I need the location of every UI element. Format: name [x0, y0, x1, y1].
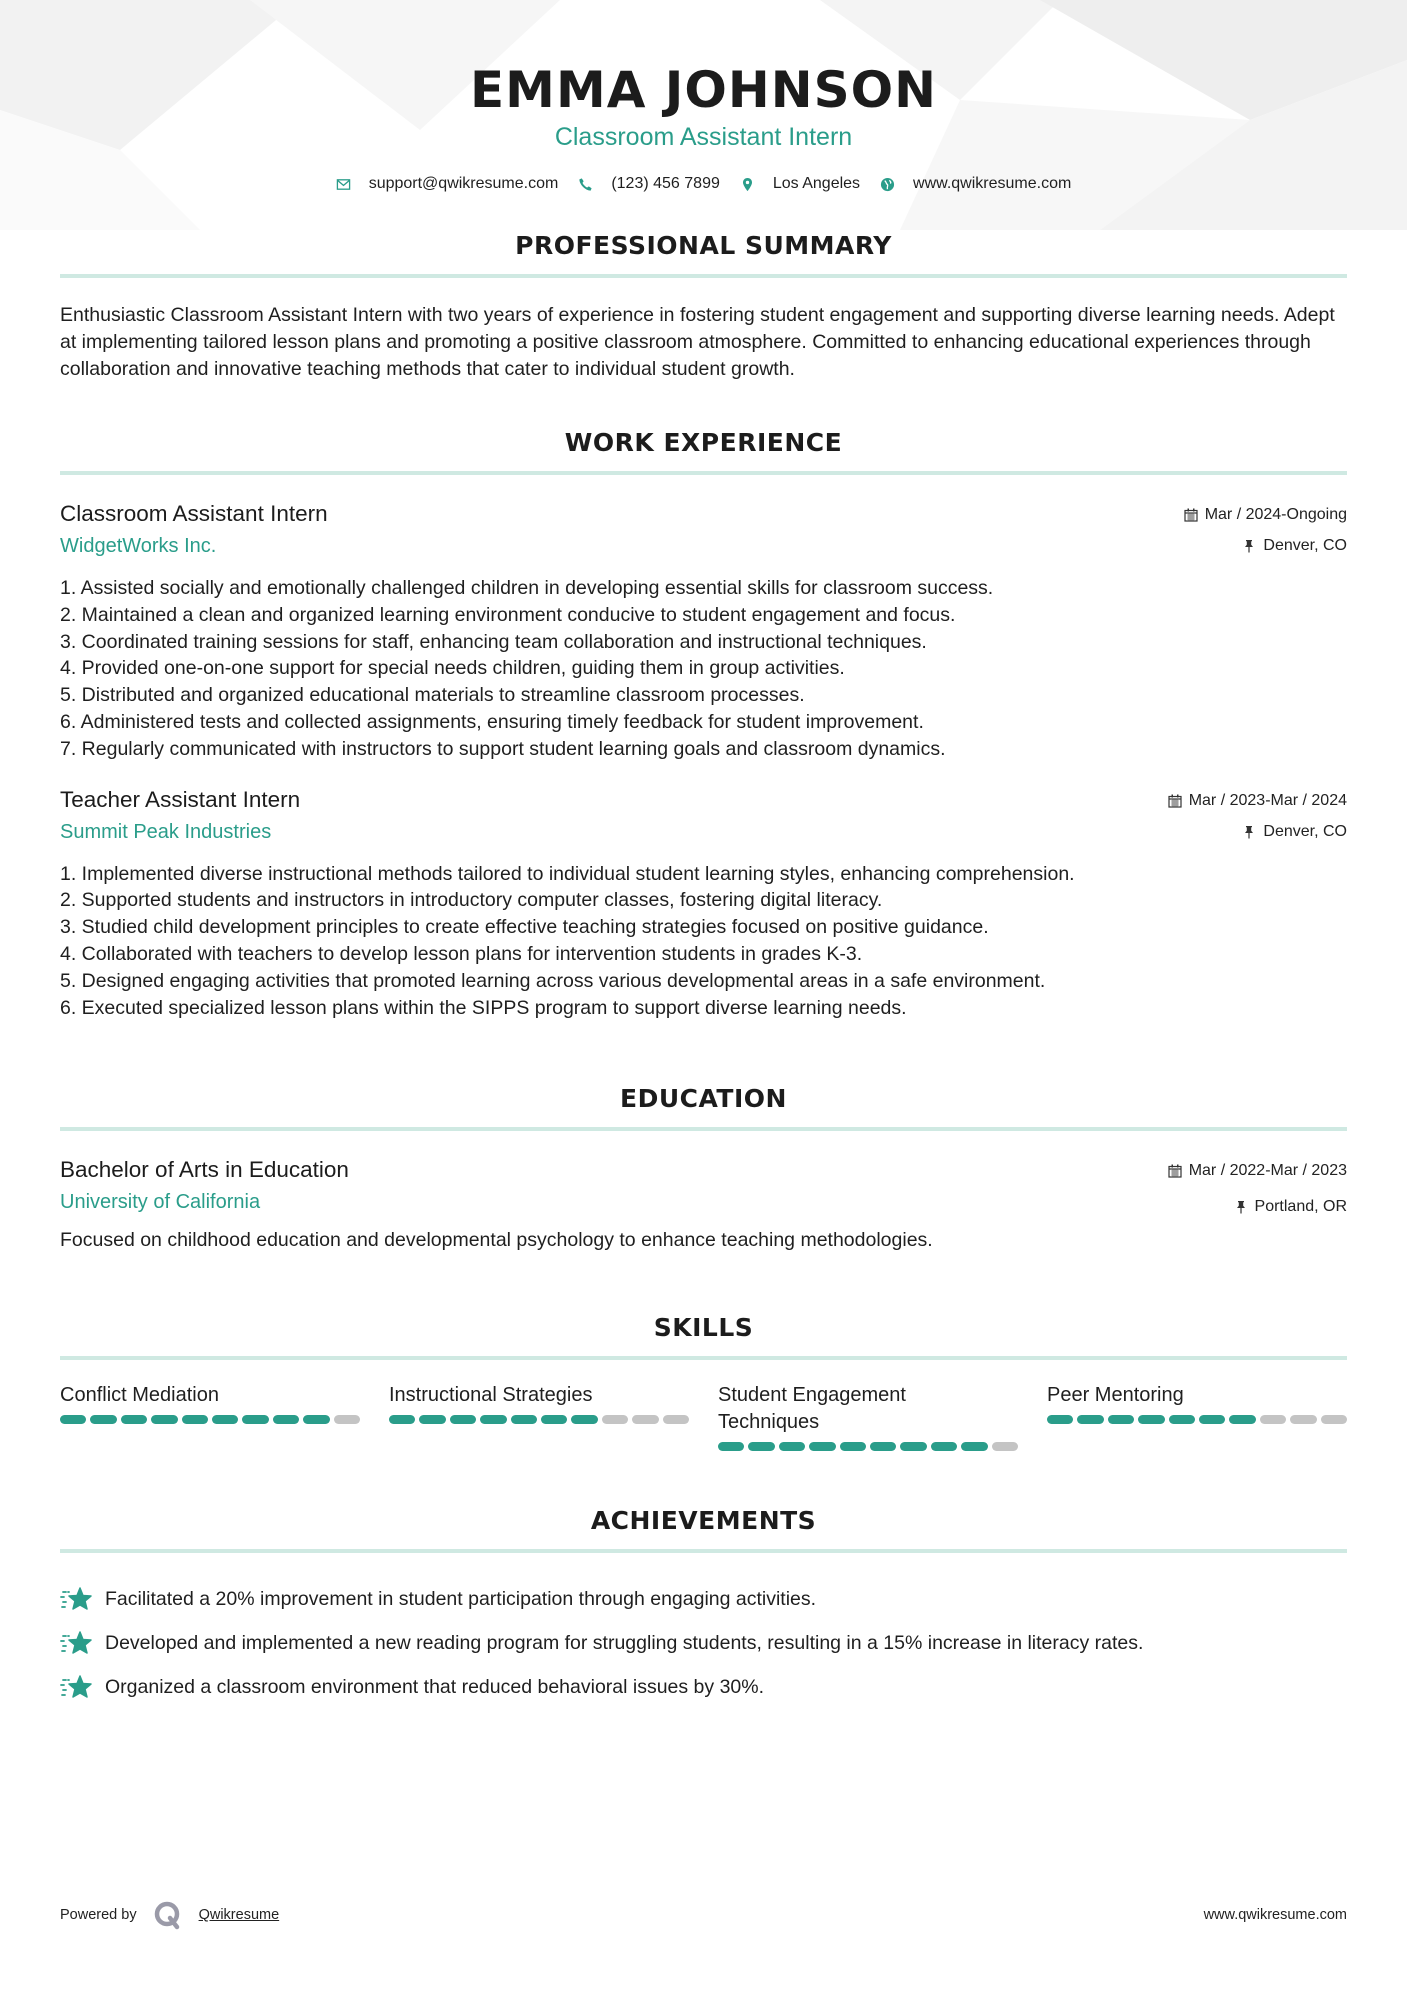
skill-segment-filled — [809, 1442, 835, 1451]
education-entry — [60, 1155, 1347, 1254]
section-divider — [60, 1356, 1347, 1360]
pushpin-icon — [1242, 825, 1256, 839]
skill-segment-filled — [1077, 1415, 1103, 1424]
section-divider — [60, 1549, 1347, 1553]
bullet-item: 7. Regularly communicated with instructors to support student learning goals and classroom dynamics. — [60, 737, 946, 760]
skill-segment-filled — [511, 1415, 537, 1424]
candidate-name: EMMA JOHNSON — [470, 61, 937, 119]
skill-segment-empty — [992, 1442, 1018, 1451]
bullet-item: 2. Supported students and instructors in introductory computer classes, fostering digital literacy. — [60, 889, 883, 912]
skill-segment-filled — [90, 1415, 116, 1424]
skill-segment-filled — [961, 1442, 987, 1451]
contact-email[interactable] — [336, 175, 559, 193]
qwikresume-link[interactable]: Qwikresume — [198, 1907, 280, 1923]
skill-segment-filled — [212, 1415, 238, 1424]
job-role: Classroom Assistant Intern — [60, 501, 328, 526]
achievement-item — [60, 1577, 1347, 1621]
bullet-item: 4. Provided one-on-one support for special needs children, guiding them in group activities. — [60, 657, 845, 680]
bullet-item: 3. Coordinated training sessions for staff, enhancing team collaboration and instructional techniques. — [60, 630, 927, 653]
website-text: www.qwikresume.com — [913, 175, 1072, 192]
shooting-star-icon — [60, 1586, 92, 1612]
job-date: Mar / 2023-Mar / 2024 — [1188, 791, 1347, 809]
skill-item — [60, 1382, 360, 1451]
section-divider — [60, 471, 1347, 475]
section-heading-experience: WORK EXPERIENCE — [564, 428, 843, 457]
job-company: Summit Peak Industries — [60, 820, 272, 843]
location-text: Los Angeles — [772, 175, 861, 192]
calendar-icon — [1168, 794, 1182, 808]
job-entry — [60, 785, 1347, 1022]
skill-segment-filled — [182, 1415, 208, 1424]
skill-name: Instructional Strategies — [389, 1384, 593, 1407]
education-date: Mar / 2022-Mar / 2023 — [1188, 1162, 1347, 1180]
skill-segment-filled — [419, 1415, 445, 1424]
section-divider — [60, 1127, 1347, 1131]
skill-segment-filled — [303, 1415, 329, 1424]
education-description: Focused on childhood education and developmental psychology to enhance teaching methodologies. — [60, 1229, 933, 1252]
skill-name: Conflict Mediation — [60, 1384, 219, 1407]
job-bullets — [60, 575, 1347, 763]
skill-segment-empty — [1260, 1415, 1286, 1424]
experience-section — [60, 427, 1347, 1021]
skill-segment-filled — [1169, 1415, 1195, 1424]
bullet-item: 1. Implemented diverse instructional methods tailored to individual student learning styles, enhancing comprehension. — [60, 862, 1075, 885]
pushpin-icon — [1234, 1200, 1248, 1214]
skill-segment-filled — [840, 1442, 866, 1451]
school: University of California — [60, 1191, 261, 1214]
skill-segment-filled — [1199, 1415, 1225, 1424]
skill-item — [389, 1382, 689, 1451]
skill-segment-empty — [1290, 1415, 1316, 1424]
achievement-item — [60, 1665, 1347, 1709]
skill-segment-filled — [151, 1415, 177, 1424]
skill-segment-filled — [450, 1415, 476, 1424]
bullet-item: 1. Assisted socially and emotionally challenged children in developing essential skills for classroom success. — [60, 577, 994, 599]
section-heading-skills: SKILLS — [653, 1313, 754, 1343]
job-location: Denver, CO — [1263, 537, 1347, 554]
skill-segment-filled — [748, 1442, 774, 1451]
education-section — [60, 1083, 1347, 1254]
job-location: Denver, CO — [1263, 822, 1347, 840]
section-heading-summary: PROFESSIONAL SUMMARY — [515, 231, 892, 260]
summary-text: Enthusiastic Classroom Assistant Intern with two years of experience in fostering student engagement and supporting diverse learning needs. Adept at implementing tailored lesson plans and promoting a positive classroom atmosphere. Committed to enhancing educational experiences through collaboration and innovative teaching methods that cater to individual student growth. — [60, 304, 1335, 380]
section-heading-achievements: ACHIEVEMENTS — [590, 1506, 817, 1536]
bullet-item: 5. Distributed and organized educational materials to streamline classroom processes. — [60, 684, 805, 707]
shooting-star-icon — [60, 1630, 92, 1656]
achievements-list — [60, 1577, 1347, 1709]
contact-website[interactable] — [880, 175, 1071, 193]
job-bullets — [60, 861, 1347, 1022]
globe-icon — [880, 177, 895, 192]
skill-segment-filled — [480, 1415, 506, 1424]
skill-segment-filled — [242, 1415, 268, 1424]
map-pin-icon — [740, 177, 755, 192]
contact-bar — [60, 172, 1347, 196]
envelope-icon — [336, 177, 351, 192]
skill-segment-empty — [1321, 1415, 1347, 1424]
skill-level-bar — [718, 1442, 1018, 1451]
skill-segment-filled — [1047, 1415, 1073, 1424]
bullet-item: 2. Maintained a clean and organized learning environment conducive to student engagement and focus. — [60, 603, 956, 626]
achievement-text: Developed and implemented a new reading program for struggling students, resulting in a 15% increase in literacy rates. — [105, 1631, 1144, 1654]
footer-website[interactable]: www.qwikresume.com — [1203, 1907, 1347, 1923]
bullet-item: 4. Collaborated with teachers to develop lesson plans for intervention students in grades K-3. — [60, 942, 863, 965]
achievements-section — [60, 1505, 1347, 1709]
job-entry — [60, 499, 1347, 763]
skill-segment-filled — [1138, 1415, 1164, 1424]
bullet-item: 5. Designed engaging activities that promoted learning across various developmental areas in a safe environment. — [60, 969, 1046, 992]
pushpin-icon — [1242, 539, 1256, 553]
bullet-item: 6. Administered tests and collected assignments, ensuring timely feedback for student improvement. — [60, 710, 924, 733]
skill-segment-empty — [663, 1415, 689, 1424]
achievement-text: Facilitated a 20% improvement in student participation through engaging activities. — [105, 1587, 817, 1610]
skills-grid — [60, 1382, 1347, 1451]
contact-phone[interactable] — [578, 175, 720, 193]
degree: Bachelor of Arts in Education — [60, 1157, 349, 1183]
section-heading-education: EDUCATION — [620, 1084, 787, 1114]
skill-segment-filled — [1108, 1415, 1134, 1424]
phone-icon — [578, 177, 593, 192]
calendar-icon — [1168, 1164, 1182, 1178]
skill-segment-empty — [602, 1415, 628, 1424]
skill-segment-filled — [273, 1415, 299, 1424]
skill-level-bar — [60, 1415, 360, 1424]
skill-level-bar — [1047, 1415, 1347, 1424]
qwikresume-logo-icon — [153, 1900, 183, 1930]
skill-segment-filled — [1229, 1415, 1255, 1424]
skills-section — [60, 1312, 1347, 1451]
email-text: support@qwikresume.com — [368, 175, 559, 192]
achievement-text: Organized a classroom environment that reduced behavioral issues by 30%. — [105, 1675, 765, 1698]
skill-level-bar — [389, 1415, 689, 1424]
skill-segment-empty — [334, 1415, 360, 1424]
summary-section — [60, 230, 1347, 383]
job-role: Teacher Assistant Intern — [60, 786, 301, 812]
skill-segment-filled — [60, 1415, 86, 1424]
skill-segment-filled — [779, 1442, 805, 1451]
skill-segment-filled — [389, 1415, 415, 1424]
skill-segment-filled — [121, 1415, 147, 1424]
bullet-item: 3. Studied child development principles to create effective teaching strategies focused on positive guidance. — [60, 916, 989, 939]
skill-segment-filled — [718, 1442, 744, 1451]
job-date: Mar / 2024-Ongoing — [1204, 506, 1347, 523]
section-divider — [60, 274, 1347, 278]
skill-item — [1047, 1382, 1347, 1451]
skill-segment-filled — [541, 1415, 567, 1424]
footer — [60, 1900, 1347, 1930]
bullet-item: 6. Executed specialized lesson plans within the SIPPS program to support diverse learning needs. — [60, 996, 907, 1019]
education-location: Portland, OR — [1254, 1198, 1347, 1216]
skill-name: Student Engagement Techniques — [718, 1384, 906, 1434]
skill-name: Peer Mentoring — [1047, 1384, 1184, 1407]
calendar-icon — [1184, 508, 1198, 522]
shooting-star-icon — [60, 1674, 92, 1700]
candidate-title: Classroom Assistant Intern — [554, 123, 853, 151]
skill-segment-filled — [571, 1415, 597, 1424]
skill-segment-filled — [870, 1442, 896, 1451]
skill-segment-empty — [632, 1415, 658, 1424]
phone-text: (123) 456 7899 — [611, 175, 720, 192]
job-company: WidgetWorks Inc. — [60, 535, 217, 557]
skill-item — [718, 1382, 1018, 1451]
contact-location — [740, 175, 860, 193]
achievement-item — [60, 1621, 1347, 1665]
powered-by-label: Powered by — [60, 1907, 137, 1923]
skill-segment-filled — [931, 1442, 957, 1451]
skill-segment-filled — [900, 1442, 926, 1451]
